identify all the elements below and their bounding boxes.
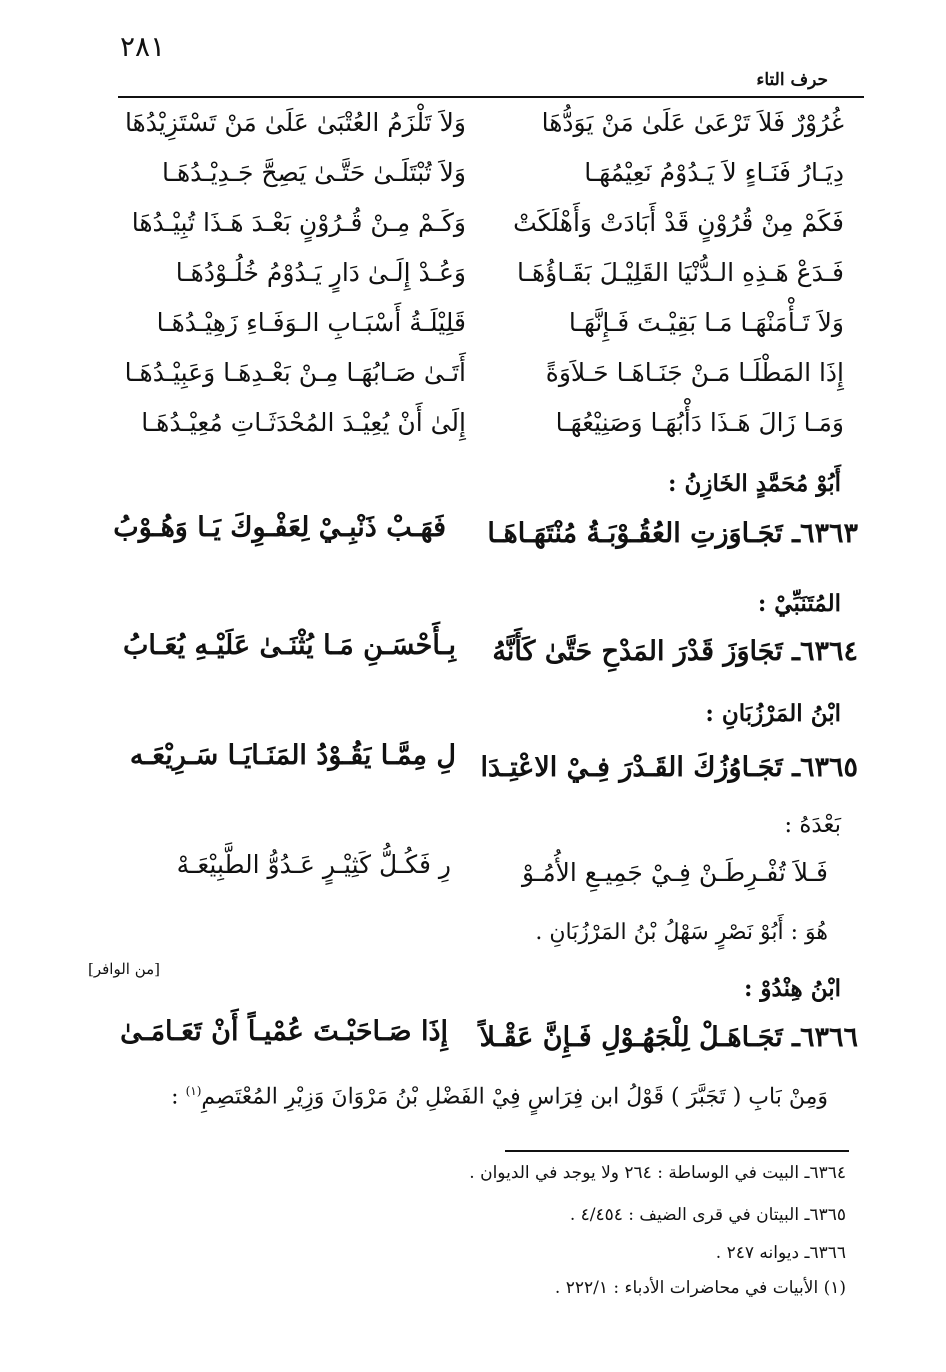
numbered-verse-right: ٦٣٦٥ـ تَجَـاوُزُكَ القَـدْرَ فِـيْ الاعْتِـدَا bbox=[480, 752, 858, 783]
verse-right: دِيَـارُ فَنَـاءٍ لاَ يَـدُوْمُ نَعِيْمُهَـا bbox=[584, 158, 844, 187]
verse-left: وَلاَ تُبْتَلَـىٰ حَتَّـىٰ يَصِحَّ جَـدِيْـدُهَـا bbox=[162, 158, 466, 187]
chapter-title: حرف التاء bbox=[756, 70, 828, 90]
footnote: ٦٣٦٥ـ البيتان في قرى الضيف : ٤/٤٥٤ . bbox=[569, 1205, 846, 1225]
footnote-rule bbox=[505, 1150, 849, 1152]
poet-name: المُتَنَبِّيْ : bbox=[757, 590, 841, 617]
poet-name: ابْنُ المَرْزُبَانِ : bbox=[705, 700, 841, 727]
verse-right: فَـدَعْ هَـذِهِ الـدُّنْيَا القَلِيْـلَ بَقَـاؤُهَـا bbox=[517, 258, 844, 287]
metre-label: [من الوافر] bbox=[88, 960, 161, 978]
verse-left: قَلِيْلَـةُ أَسْبَـابِ الـوَفَـاءِ زَهِيْـدُهَـا bbox=[156, 308, 466, 337]
closing-tail: : bbox=[171, 1084, 186, 1110]
after-label: بَعْدَهُ : bbox=[784, 812, 841, 838]
page-number: ٢٨١ bbox=[120, 30, 166, 63]
closing-line bbox=[171, 1084, 828, 1109]
verse-left: وَكَـمْ مِـنْ قُـرُوْنٍ بَعْـدَ هَـذَا تُبِيْـدُهَا bbox=[131, 208, 466, 237]
verse-left: إِلَىٰ أَنْ يُعِيْـدَ المُحْدَثَـاتِ مُعِيْـدُهَـا bbox=[141, 408, 466, 437]
poet-name: أَبُوْ مُحَمَّدٍ الخَازِنُ : bbox=[668, 470, 841, 497]
verse-right: وَمَـا زَالَ هَـذَا دَأْبُهَـا وَصَنِيْعُهَـا bbox=[555, 408, 844, 437]
footnote: (١) الأبيات في محاضرات الأدباء : ٢٢٢/١ . bbox=[554, 1278, 846, 1298]
verse-left: وَلاَ تَلْزَمُ العُتْبَىٰ عَلَىٰ مَنْ تَسْتَزِيْدُهَا bbox=[124, 108, 466, 137]
verse-left: رِ فَكُـلُّ كَثِيْـرٍ عَـدُوُّ الطَّبِيْعَـهْ bbox=[176, 850, 451, 879]
closing-text: وَمِنْ بَابِ ( تَجَبَّرَ ) قَوْلُ ابن فِرَاسٍ فِيْ الفَضْلِ بْنُ مَرْوَانَ وَزِيْرِ المُعْتَصِمِ bbox=[201, 1084, 828, 1110]
verse-right: إِذَا المَطْلَـا مَـنْ جَنَـاهَـا حَـلاَوَةً bbox=[545, 358, 844, 387]
numbered-verse-left: لِ مِمَّـا يَقُـوْدُ المَنَـايَـا سَـرِيْعَـه bbox=[129, 740, 456, 771]
footnote-mark: (١) bbox=[185, 1084, 202, 1098]
verse-right: فَـلاَ تُفْـرِطَـنْ فِـيْ جَمِيـعِ الأُمُـوْ bbox=[522, 858, 828, 887]
footnote: ٦٣٦٤ـ البيت في الوساطة : ٢٦٤ ولا يوجد في الديوان . bbox=[469, 1163, 846, 1183]
header-rule bbox=[118, 96, 864, 98]
poet-name: ابْنُ هِنْدُوْ : bbox=[743, 975, 841, 1002]
numbered-verse-left: بِـأَحْسَـنِ مَـا يُثْنَـىٰ عَلَيْـهِ يُعَـابُ bbox=[123, 630, 456, 661]
numbered-verse-right: ٦٣٦٣ـ تَجَـاوَزتِ العُقُـوْبَـةُ مُنْتَهَـاهَـا bbox=[487, 518, 858, 549]
verse-left: وَعُـدْ إِلَـىٰ دَارٍ يَـدُوْمُ خُلُـوْدُهَـا bbox=[175, 258, 466, 287]
verse-right: وَلاَ تَـأْمَنْهَـا مَـا بَقِيْـتَ فَـإِنَّهَـا bbox=[568, 308, 844, 337]
verse-right: فَكَمْ مِنْ قُرُوْنٍ قَدْ أَبَادَتْ وَأَهْلَكَتْ bbox=[513, 208, 844, 237]
numbered-verse-right: ٦٣٦٦ـ تَجَـاهَـلْ لِلْجَهُـوْلِ فَـإِنَّ عَقْـلاً bbox=[479, 1022, 858, 1053]
numbered-verse-left: إِذَا صَـاحَبْـتَ عُمْيـاً أَنْ تَعَـامَـىٰ bbox=[120, 1016, 448, 1047]
verse-right: غُرُوْرٌ فَلاَ تَرْعَىٰ عَلَىٰ مَنْ يَوَدُّهَا bbox=[541, 108, 844, 137]
numbered-verse-left: فَهَـبْ ذَنْبِـيْ لِعَفْـوِكَ يَـا وَهُـوْبُ bbox=[113, 512, 446, 543]
numbered-verse-right: ٦٣٦٤ـ تَجَاوَزَ قَدْرَ المَدْحِ حَتَّىٰ كَأَنَّهُ bbox=[492, 636, 858, 667]
poet-note: هُوَ : أَبُوْ نَصْرٍ سَهْلُ بْنُ المَرْزُبَانِ . bbox=[535, 920, 828, 945]
verse-left: أَتَـىٰ صَـابُهَـا مِـنْ بَعْـدِهَـا وَعَبِيْـدُهَـا bbox=[124, 358, 466, 387]
footnote: ٦٣٦٦ـ ديوانه ٢٤٧ . bbox=[715, 1243, 846, 1263]
